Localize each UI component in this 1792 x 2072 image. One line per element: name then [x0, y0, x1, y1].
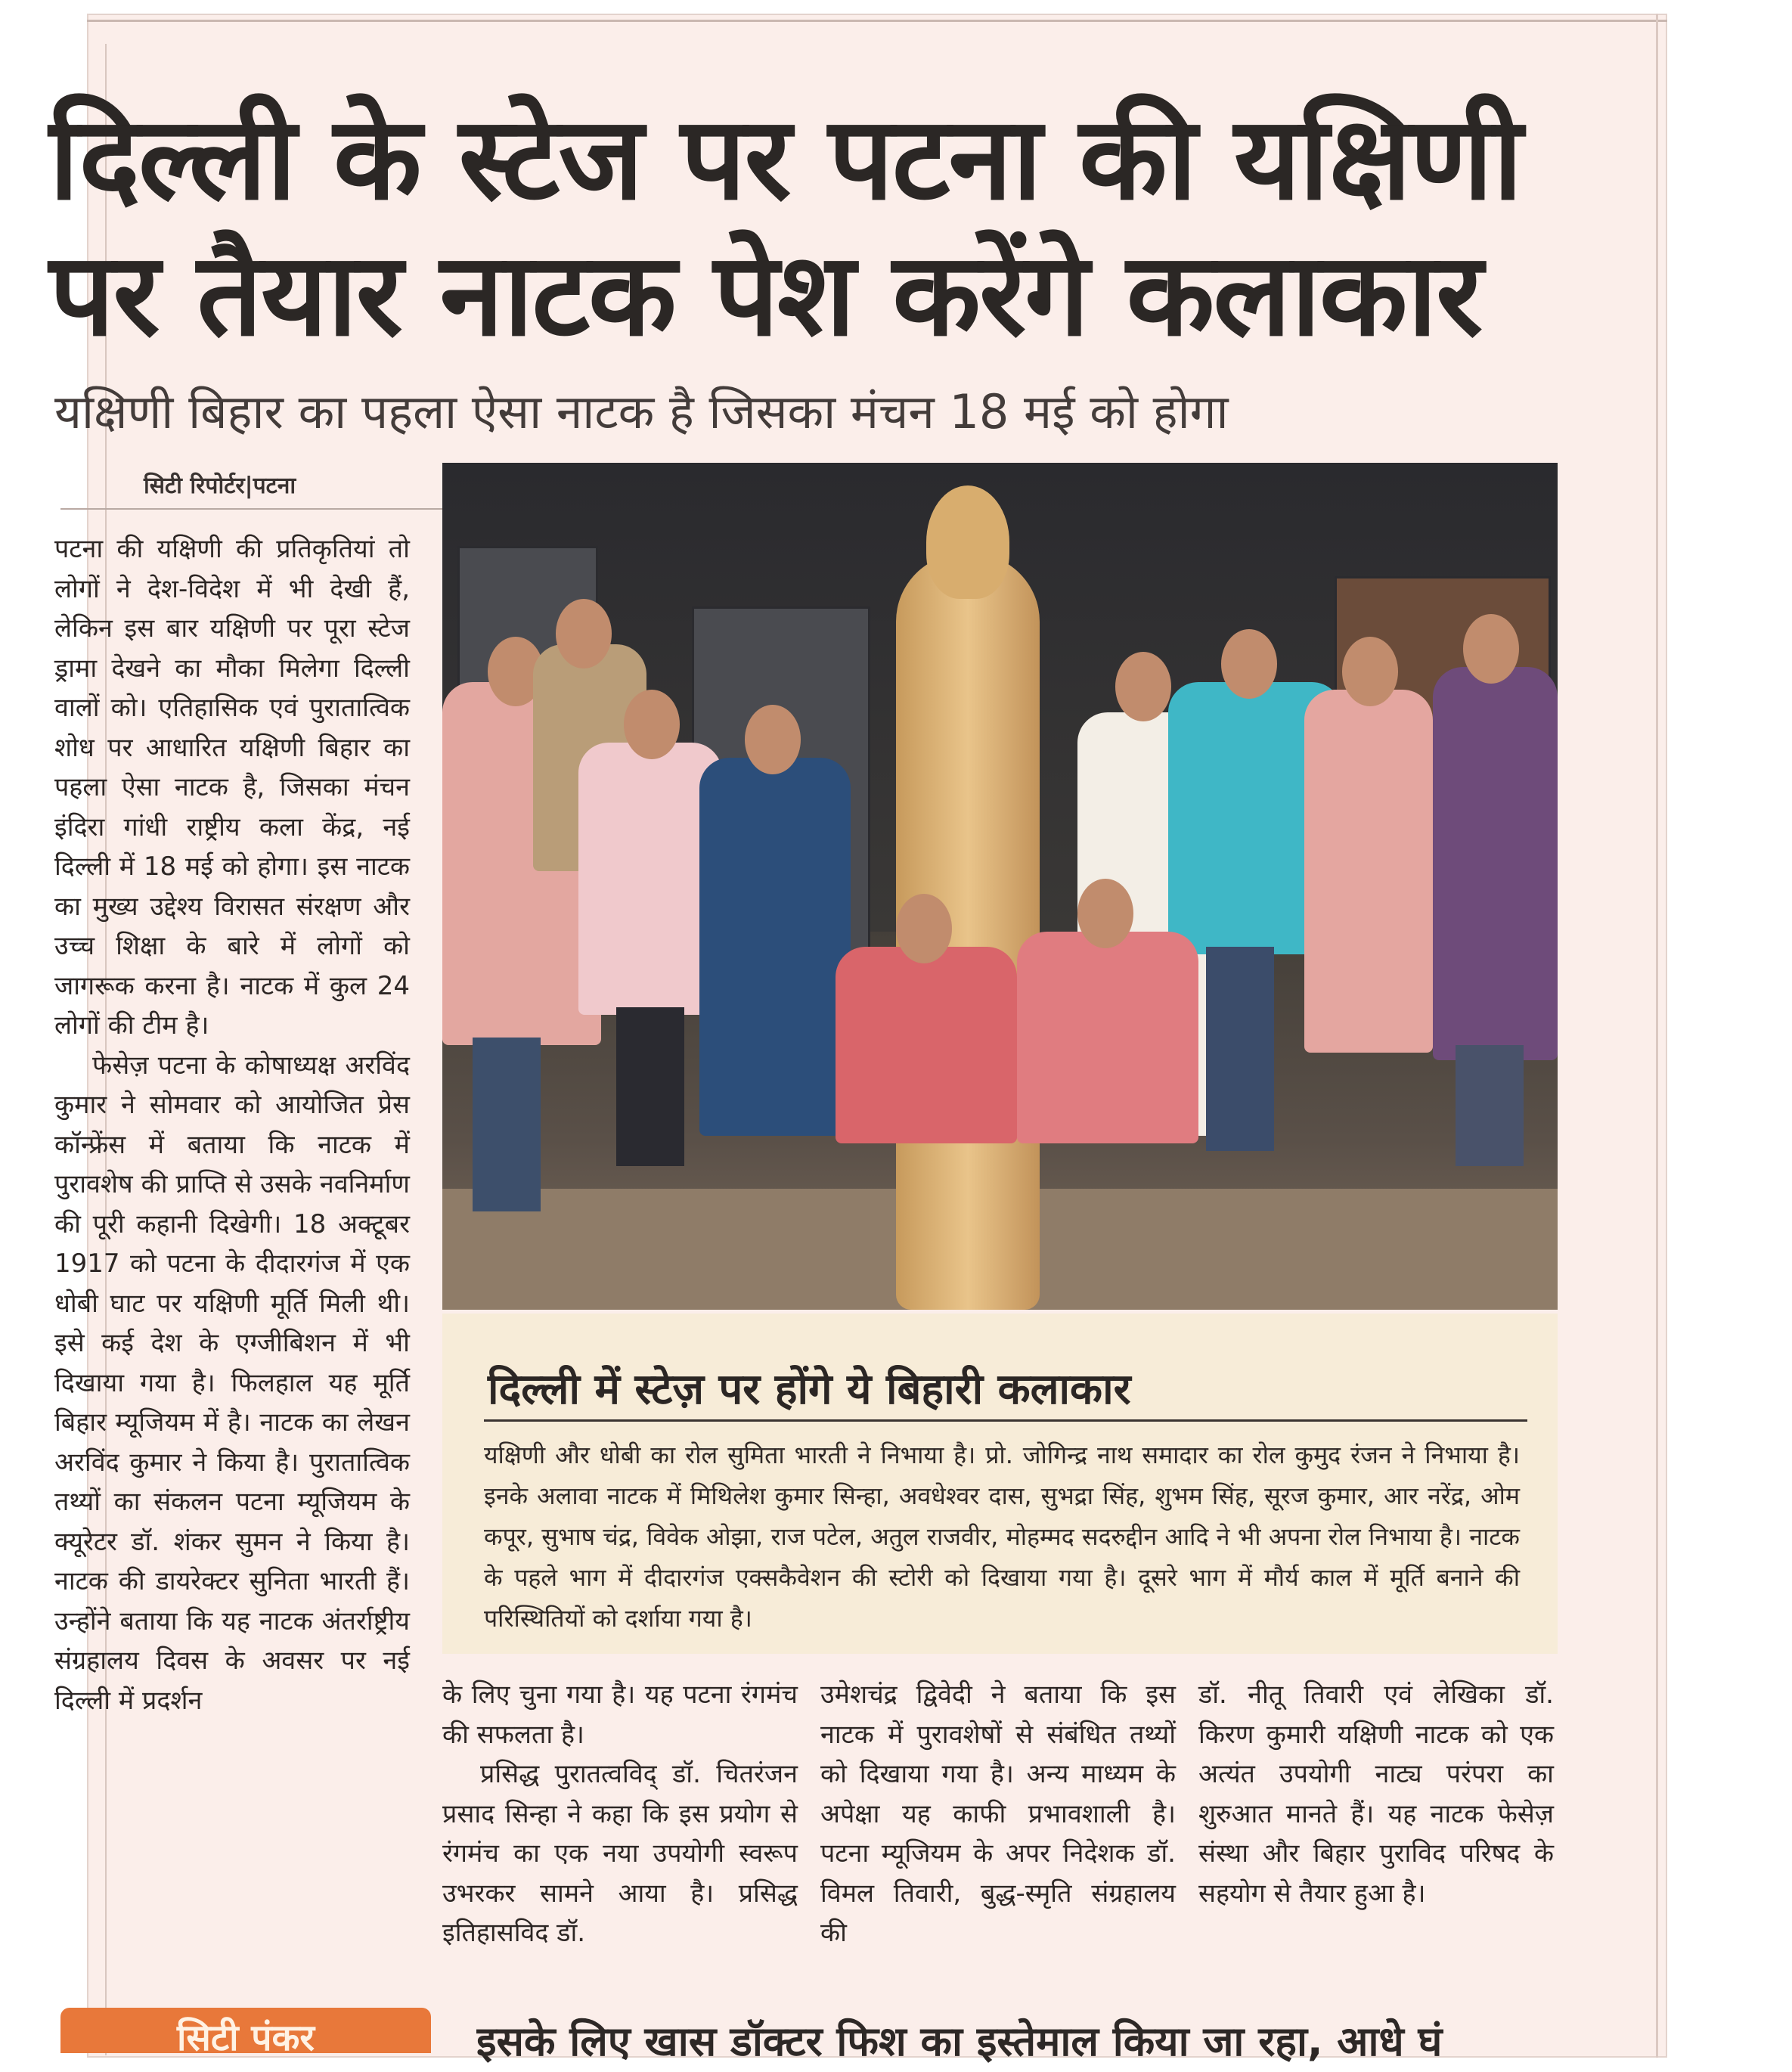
- column-4-paragraph-1: डॉ. नीतू तिवारी एवं लेखिका डॉ. किरण कुमारी यक्षिणी नाटक को एक अत्यंत उपयोगी नाट्य परंपरा का शुरुआत मानते हैं। यह नाटक फेसेज़ संस्था और बिहार पुराविद परिषद के सहयोग से तैयार हुआ है।: [1198, 1680, 1554, 1909]
- person-8-head: [1463, 614, 1519, 684]
- box-title: दिल्ली में स्टेज़ पर होंगे ये बिहारी कलाकार: [488, 1365, 1131, 1414]
- yakshini-statue-head: [926, 485, 1009, 599]
- next-story-headline: इसके लिए खास डॉक्टर फिश का इस्तेमाल किया जा रहा, आधे घं: [476, 2018, 1443, 2065]
- artists-sidebar-box: [442, 1314, 1558, 1654]
- page-edge-right: [1656, 14, 1658, 2058]
- left-column-text: [54, 529, 410, 1720]
- subheadline: यक्षिणी बिहार का पहला ऐसा नाटक है जिसका मंचन 18 मई को होगा: [54, 384, 1229, 439]
- person-9-crouching: [836, 947, 1017, 1143]
- box-text: यक्षिणी और धोबी का रोल सुमिता भारती ने निभाया है। प्रो. जोगिन्द्र नाथ समादार का रोल कुमुद रंजन ने निभाया है। इनके अलावा नाटक में मिथिलेश कुमार सिन्हा, अवधेश्वर दास, सुभद्रा सिंह, शुभम सिंह, सूरज कुमार, आर नरेंद्र, ओम कपूर, सुभाष चंद्र, विवेक ओझा, राज पटेल, अतुल राजवीर, मोहम्मद सदरुद्दीन आदि ने भी अपना रोल निभाया है। नाटक के पहले भाग में दीदारगंज एक्सकैवेशन की स्टोरी को दिखाया गया है। दूसरे भाग में मौर्य काल में मूर्ति बनाने की परिस्थितियों को दर्शाया गया है।: [484, 1441, 1520, 1633]
- person-4-head: [745, 705, 801, 774]
- person-2-head: [556, 599, 612, 668]
- person-6-head: [1221, 629, 1277, 699]
- column-4: [1198, 1675, 1554, 1913]
- person-7: [1304, 690, 1433, 1053]
- left-paragraph-2: फेसेज़ पटना के कोषाध्यक्ष अरविंद कुमार ने सोमवार को आयोजित प्रेस कॉन्फ्रेंस में बताया कि नाटक में पुरावशेष की प्राप्ति से उसके नवनिर्माण की पूरी कहानी दिखेगी। 18 अक्टूबर 1917 को पटना के दीदारगंज में एक धोबी घाट पर यक्षिणी मूर्ति मिली थी। इसे कई देश के एग्जीबिशन में भी दिखाया गया है। फिलहाल यह मूर्ति बिहार म्यूजियम में है। नाटक का लेखन अरविंद कुमार ने किया है। पुरातात्विक तथ्यों का संकलन पटना म्यूजियम के क्यूरेटर डॉ. शंकर सुमन ने किया है। नाटक की डायरेक्टर सुनिता भारती हैं। उन्होंने बताया कि यह नाटक अंतर्राष्ट्रीय संग्रहालय दिवस के अवसर पर नई दिल्ली में प्रदर्शन: [54, 1050, 410, 1716]
- column-2-paragraph-1: के लिए चुना गया है। यह पटना रंगमंच की सफलता है।: [442, 1680, 798, 1750]
- person-1-legs: [473, 1038, 541, 1211]
- person-6-legs: [1206, 947, 1274, 1151]
- byline: सिटी रिपोर्टर|पटना: [144, 473, 296, 499]
- person-8-legs: [1456, 1045, 1524, 1166]
- group-photo: [442, 463, 1558, 1310]
- person-3-head: [624, 690, 680, 759]
- column-3-paragraph-1: उमेशचंद्र द्विवेदी ने बताया कि इस नाटक में पुरावशेषों से संबंधित तथ्यों को दिखाया गया है। अन्य माध्यम के अपेक्षा यह काफी प्रभावशाली है। पटना म्यूजियम के अपर निदेशक डॉ. विमल तिवारी, बुद्ध-स्मृति संग्रहालय की: [820, 1680, 1176, 1948]
- person-10-head: [1077, 879, 1133, 948]
- column-2: [442, 1675, 798, 1953]
- bottom-columns: [442, 1675, 1558, 1993]
- column-2-paragraph-2: प्रसिद्ध पुरातत्वविद् डॉ. चितरंजन प्रसाद सिन्हा ने कहा कि इस प्रयोग से रंगमंच का एक नया उपयोगी स्वरूप उभरकर सामने आया है। प्रसिद्ध इतिहासविद डॉ.: [442, 1759, 798, 1948]
- person-9-head: [896, 894, 952, 963]
- next-story-label: सिटी पंकर: [60, 2008, 431, 2053]
- person-3-legs: [616, 1007, 684, 1166]
- box-divider: [484, 1419, 1527, 1422]
- person-5-head: [1115, 652, 1171, 721]
- person-8: [1433, 667, 1558, 1060]
- person-10-crouching: [1017, 932, 1198, 1143]
- headline-line-2: पर तैयार नाटक पेश करेंगे कलाकार: [49, 228, 1482, 361]
- column-3: [820, 1675, 1176, 1953]
- headline-line-1: दिल्ली के स्टेज पर पटना की यक्षिणी: [49, 92, 1521, 225]
- headline: [49, 91, 1561, 363]
- person-7-head: [1342, 637, 1398, 706]
- left-paragraph-1: पटना की यक्षिणी की प्रतिकृतियां तो लोगों ने देश-विदेश में भी देखी हैं, लेकिन इस बार यक्षिणी पर पूरा स्टेज ड्रामा देखने का मौका मिलेगा दिल्ली वालों को। एतिहासिक एवं पुरातात्विक शोध पर आधारित यक्षिणी बिहार का पहला ऐसा नाटक है, जिसका मंचन इंदिरा गांधी राष्ट्रीय कला केंद्र, नई दिल्ली में 18 मई को होगा। इस नाटक का मुख्य उद्देश्य विरासत संरक्षण और उच्च शिक्षा के बारे में लोगों को जागरूक करना है। नाटक में कुल 24 लोगों की टीम है।: [54, 534, 410, 1041]
- page-fold-line: [87, 20, 1667, 22]
- person-4: [699, 758, 851, 1136]
